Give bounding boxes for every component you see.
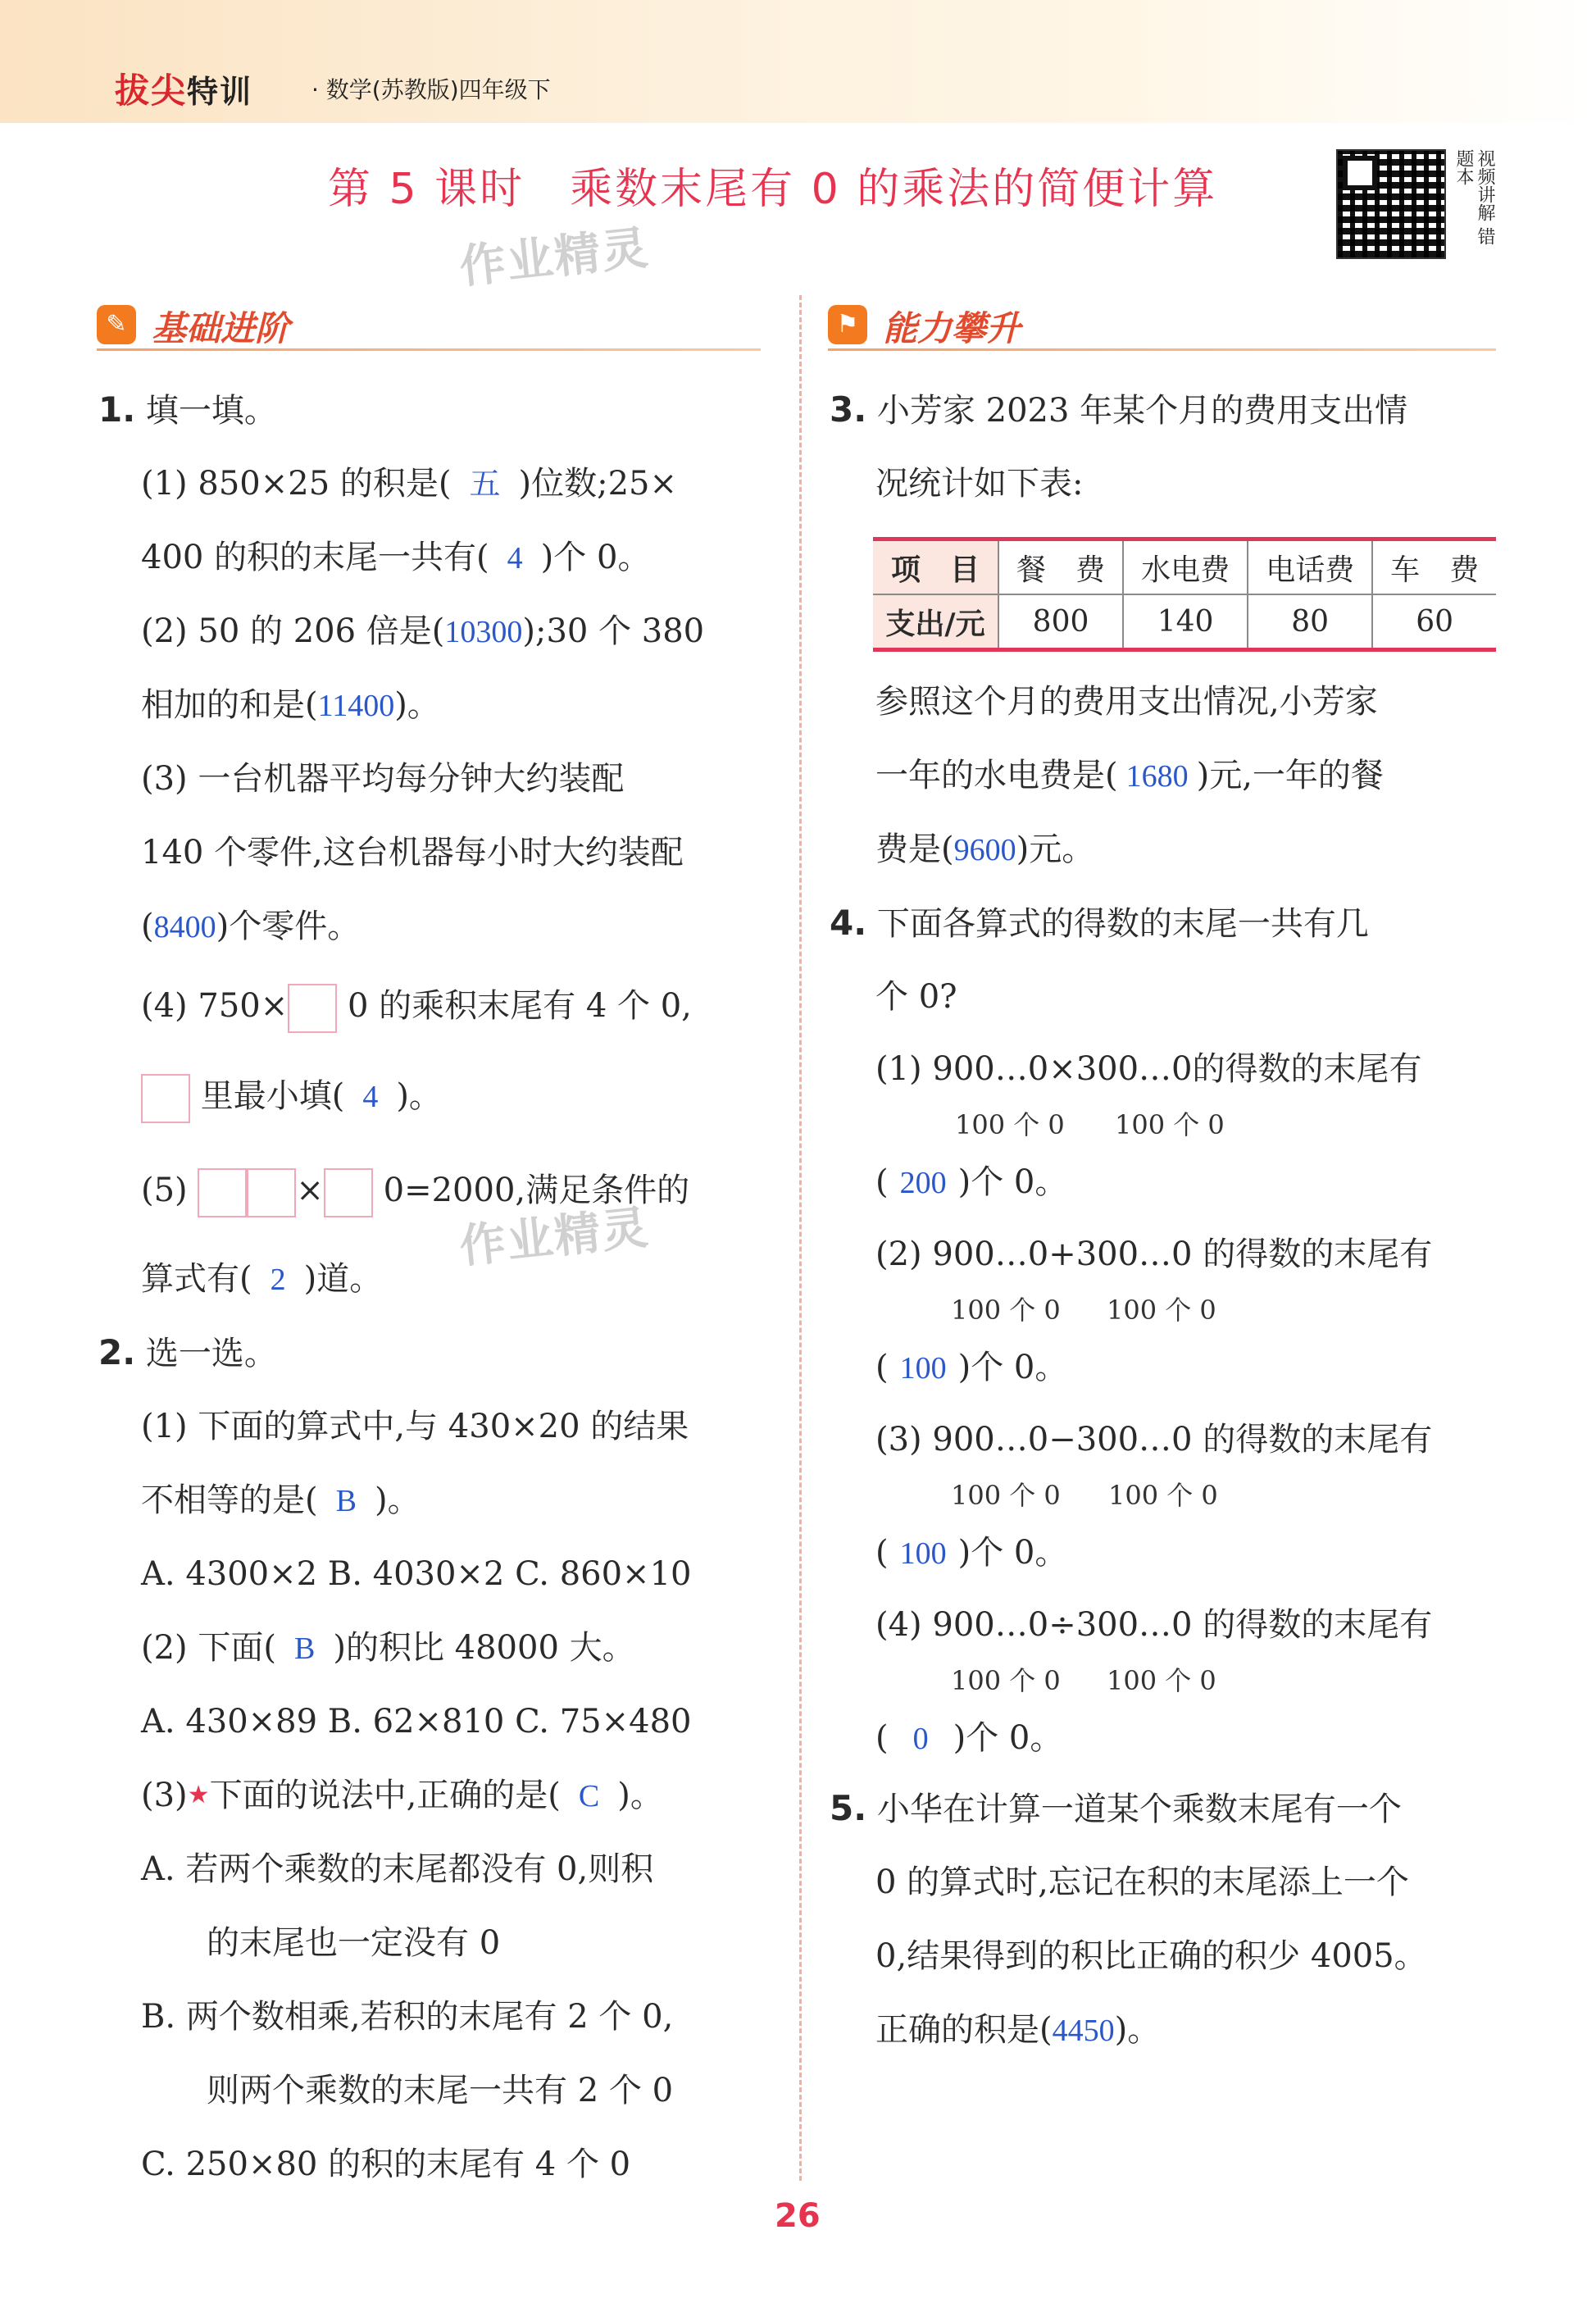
answer: 100	[899, 1536, 947, 1571]
text: (3)	[875, 1421, 922, 1458]
q5-line1	[830, 1787, 1402, 1831]
answer: B	[335, 1484, 357, 1518]
q1-stem-text: 填一填。	[145, 392, 277, 430]
table-cell: 140	[1123, 594, 1248, 650]
q2-p1-options: A. 4300×2 B. 4030×2 C. 860×10	[141, 1555, 692, 1593]
q4-stem-line1	[830, 902, 1369, 945]
q4-item-expr	[875, 1604, 1432, 1646]
q3-stem-line1	[830, 389, 1407, 432]
q2-optA-line1: A. 若两个乘数的末尾都没有 0,则积	[141, 1850, 654, 1888]
text: )个 0。	[953, 1719, 1063, 1757]
question-number: 4.	[830, 903, 867, 943]
section-title-ability: 能力攀升	[883, 308, 1021, 348]
text: (1)	[875, 1050, 922, 1088]
text: 不相等的是(	[141, 1481, 318, 1519]
table-header-row	[873, 539, 1496, 595]
text: 的得数的末尾有	[1192, 1421, 1433, 1458]
underbrace-label: 100 个 0	[1108, 1480, 1218, 1511]
answer: B	[293, 1631, 316, 1666]
q2-p2-line1	[141, 1627, 635, 1670]
question-number: 1.	[98, 389, 136, 430]
expense-table	[873, 537, 1496, 652]
answer: 4	[362, 1080, 379, 1114]
text: 小华在计算一道某个乘数末尾有一个	[876, 1791, 1402, 1828]
text: )的积比 48000 大。	[333, 1629, 635, 1667]
answer: 8400	[153, 910, 216, 944]
q3-text-line1: 参照这个月的费用支出情况,小芳家	[875, 683, 1378, 721]
q4-item-expr	[875, 1418, 1432, 1461]
underbrace-label: 100 个 0	[1107, 1665, 1216, 1696]
q3-stem-line2: 况统计如下表:	[875, 465, 1084, 503]
text: )元。	[1016, 830, 1095, 868]
q2-stem	[98, 1331, 277, 1375]
section-underline	[828, 348, 1496, 351]
text: 的得数的末尾有	[1192, 1606, 1433, 1644]
q1-p4-line2	[141, 1074, 442, 1123]
table-cell: 800	[998, 594, 1123, 650]
text: 费是(	[875, 830, 954, 868]
column-divider	[799, 295, 802, 2181]
answer: 4	[507, 541, 523, 576]
text: 0=2000,满足条件的	[383, 1172, 690, 1209]
q1-p1-line1	[141, 462, 677, 506]
lesson-title: 第 5 课时 乘数末尾有 0 的乘法的简便计算	[328, 165, 1218, 214]
text: )个 0。	[957, 1349, 1068, 1386]
text: )。	[396, 1077, 442, 1115]
text: )。	[394, 686, 440, 724]
q1-p4-line1	[141, 984, 692, 1033]
text: )个零件。	[216, 908, 361, 945]
text: (5)	[141, 1172, 188, 1209]
table-header-cell: 餐 费	[998, 539, 1123, 595]
q2-p3-line1	[141, 1774, 663, 1818]
expression: 900…0×300…0	[932, 1050, 1193, 1088]
answer: 100	[899, 1351, 947, 1386]
text: (4)	[875, 1606, 922, 1644]
table-header-cell: 电话费	[1248, 539, 1372, 595]
page-number: 26	[775, 2197, 821, 2235]
text: 的得数的末尾有	[1192, 1050, 1422, 1088]
q4-item-answer: ( 100 )个 0。	[875, 1349, 1068, 1386]
qr-code-icon[interactable]	[1336, 149, 1446, 259]
q3-text-line2	[875, 754, 1384, 798]
section-underline	[97, 348, 761, 351]
text: ×	[296, 1172, 324, 1209]
answer: 200	[899, 1166, 947, 1200]
answer: 2	[270, 1263, 286, 1297]
text: );30 个 380	[522, 612, 705, 650]
text: 400 的积的末尾一共有(	[141, 539, 489, 576]
qr-label: 视频讲解 错题本	[1453, 149, 1495, 245]
text: (2)	[875, 1235, 922, 1273]
text: 小芳家 2023 年某个月的费用支出情	[876, 392, 1408, 430]
q2-p1-line1: (1) 下面的算式中,与 430×20 的结果	[141, 1408, 689, 1445]
expression: 900…0+300…0	[932, 1235, 1193, 1273]
question-number: 2.	[98, 1332, 136, 1372]
ability-section-icon: ⚑	[828, 305, 867, 344]
answer: 五	[469, 467, 501, 502]
table-header-cell: 项 目	[873, 539, 998, 595]
q1-p2-line1	[141, 610, 704, 653]
blank-box[interactable]	[141, 1074, 190, 1123]
text: 0 的乘积末尾有 4 个 0,	[347, 987, 692, 1025]
text: (2) 50 的 206 倍是(	[141, 612, 445, 650]
question-number: 3.	[830, 389, 867, 430]
answer: 1680	[1125, 759, 1189, 794]
text: 正确的积是(	[875, 2011, 1053, 2049]
brand-main: 拔尖	[115, 71, 188, 111]
q2-optB-line1: B. 两个数相乘,若积的末尾有 2 个 0,	[141, 1998, 674, 2036]
q5-line2: 0 的算式时,忘记在积的末尾添上一个	[875, 1863, 1409, 1901]
q4-stem-line2: 个 0?	[875, 978, 957, 1016]
text: )。	[617, 1777, 663, 1814]
q3-text-line3	[875, 828, 1094, 871]
q4-item-answer: ( 200 )个 0。	[875, 1163, 1068, 1201]
table-cell: 80	[1248, 594, 1372, 650]
table-row	[873, 594, 1496, 650]
q2-optB-line2: 则两个乘数的末尾一共有 2 个 0	[207, 2072, 674, 2109]
star-icon: ★	[187, 1781, 210, 1809]
q2-stem-text: 选一选。	[145, 1335, 277, 1372]
q1-p3-line2: 140 个零件,这台机器每小时大约装配	[141, 834, 684, 871]
subject-label: · 数学(苏教版)四年级下	[311, 76, 551, 103]
text: (1) 850×25 的积是(	[141, 465, 452, 503]
text: )个 0。	[540, 539, 651, 576]
table-header-cell: 车 费	[1372, 539, 1496, 595]
q5-line3: 0,结果得到的积比正确的积少 4005。	[875, 1937, 1427, 1975]
q1-p5-line1	[141, 1168, 689, 1217]
text: )元,一年的餐	[1196, 757, 1384, 794]
q4-item-answer: ( 100 )个 0。	[875, 1534, 1068, 1572]
text: )道。	[303, 1260, 383, 1298]
expression: 900…0÷300…0	[932, 1606, 1193, 1644]
answer: 11400	[317, 689, 395, 723]
q2-optA-line2: 的末尾也一定没有 0	[207, 1924, 501, 1962]
answer: 10300	[444, 615, 523, 649]
underbrace-label: 100 个 0	[955, 1109, 1065, 1140]
table-row-label: 支出/元	[873, 594, 998, 650]
table-header-cell: 水电费	[1123, 539, 1248, 595]
q4-item-expr	[875, 1048, 1422, 1090]
answer: 4450	[1052, 2014, 1115, 2048]
underbrace-label: 100 个 0	[1107, 1295, 1216, 1326]
q4-item-answer: ( 0 )个 0。	[875, 1719, 1063, 1757]
brand-logo	[115, 64, 252, 113]
watermark: 作业精灵	[457, 221, 652, 294]
q1-p3-line1: (3) 一台机器平均每分钟大约装配	[141, 760, 625, 798]
q1-stem	[98, 389, 277, 432]
text: )个 0。	[957, 1534, 1068, 1572]
text: 下面各算式的得数的末尾一共有几	[876, 905, 1369, 943]
blank-box[interactable]	[247, 1168, 296, 1217]
q5-line4	[875, 2009, 1160, 2052]
text: )。	[374, 1481, 421, 1519]
q1-p1-line2	[141, 536, 650, 580]
answer: 0	[912, 1722, 929, 1756]
text: 里最小填(	[200, 1077, 345, 1115]
underbrace-label: 100 个 0	[951, 1665, 1061, 1696]
basic-section-icon: ✎	[97, 305, 136, 344]
text: 下面的说法中,正确的是(	[209, 1777, 561, 1814]
answer: C	[578, 1779, 600, 1813]
underbrace-label: 100 个 0	[951, 1295, 1061, 1326]
section-title-basic: 基础进阶	[152, 308, 290, 348]
text: 的得数的末尾有	[1192, 1235, 1433, 1273]
watermark: 作业精灵	[457, 1201, 652, 1274]
q1-p2-line2	[141, 684, 440, 727]
text: (2) 下面(	[141, 1629, 276, 1667]
expression: 900…0−300…0	[932, 1421, 1193, 1458]
q1-p3-line3	[141, 905, 360, 949]
text: )。	[1114, 2011, 1161, 2049]
blank-box[interactable]	[288, 984, 337, 1033]
text: (	[141, 908, 154, 945]
text: 算式有(	[141, 1260, 252, 1298]
underbrace-label: 100 个 0	[951, 1480, 1061, 1511]
question-number: 5.	[830, 1788, 867, 1828]
text: (3)	[141, 1777, 188, 1814]
q2-optC: C. 250×80 的积的末尾有 4 个 0	[141, 2146, 631, 2183]
underbrace-label: 100 个 0	[1115, 1109, 1225, 1140]
answer: 9600	[953, 833, 1016, 867]
text: )位数;25×	[518, 465, 677, 503]
blank-box[interactable]	[324, 1168, 373, 1217]
brand-sub: 特训	[187, 74, 253, 110]
q1-p5-line2	[141, 1258, 382, 1301]
table-cell: 60	[1372, 594, 1496, 650]
text: 相加的和是(	[141, 686, 318, 724]
q2-p2-options: A. 430×89 B. 62×810 C. 75×480	[141, 1703, 692, 1741]
text: (4) 750×	[141, 987, 289, 1025]
blank-box[interactable]	[198, 1168, 247, 1217]
text: 一年的水电费是(	[875, 757, 1118, 794]
q2-p1-line2	[141, 1479, 421, 1522]
q4-item-expr	[875, 1233, 1432, 1276]
text: )个 0。	[957, 1163, 1068, 1201]
